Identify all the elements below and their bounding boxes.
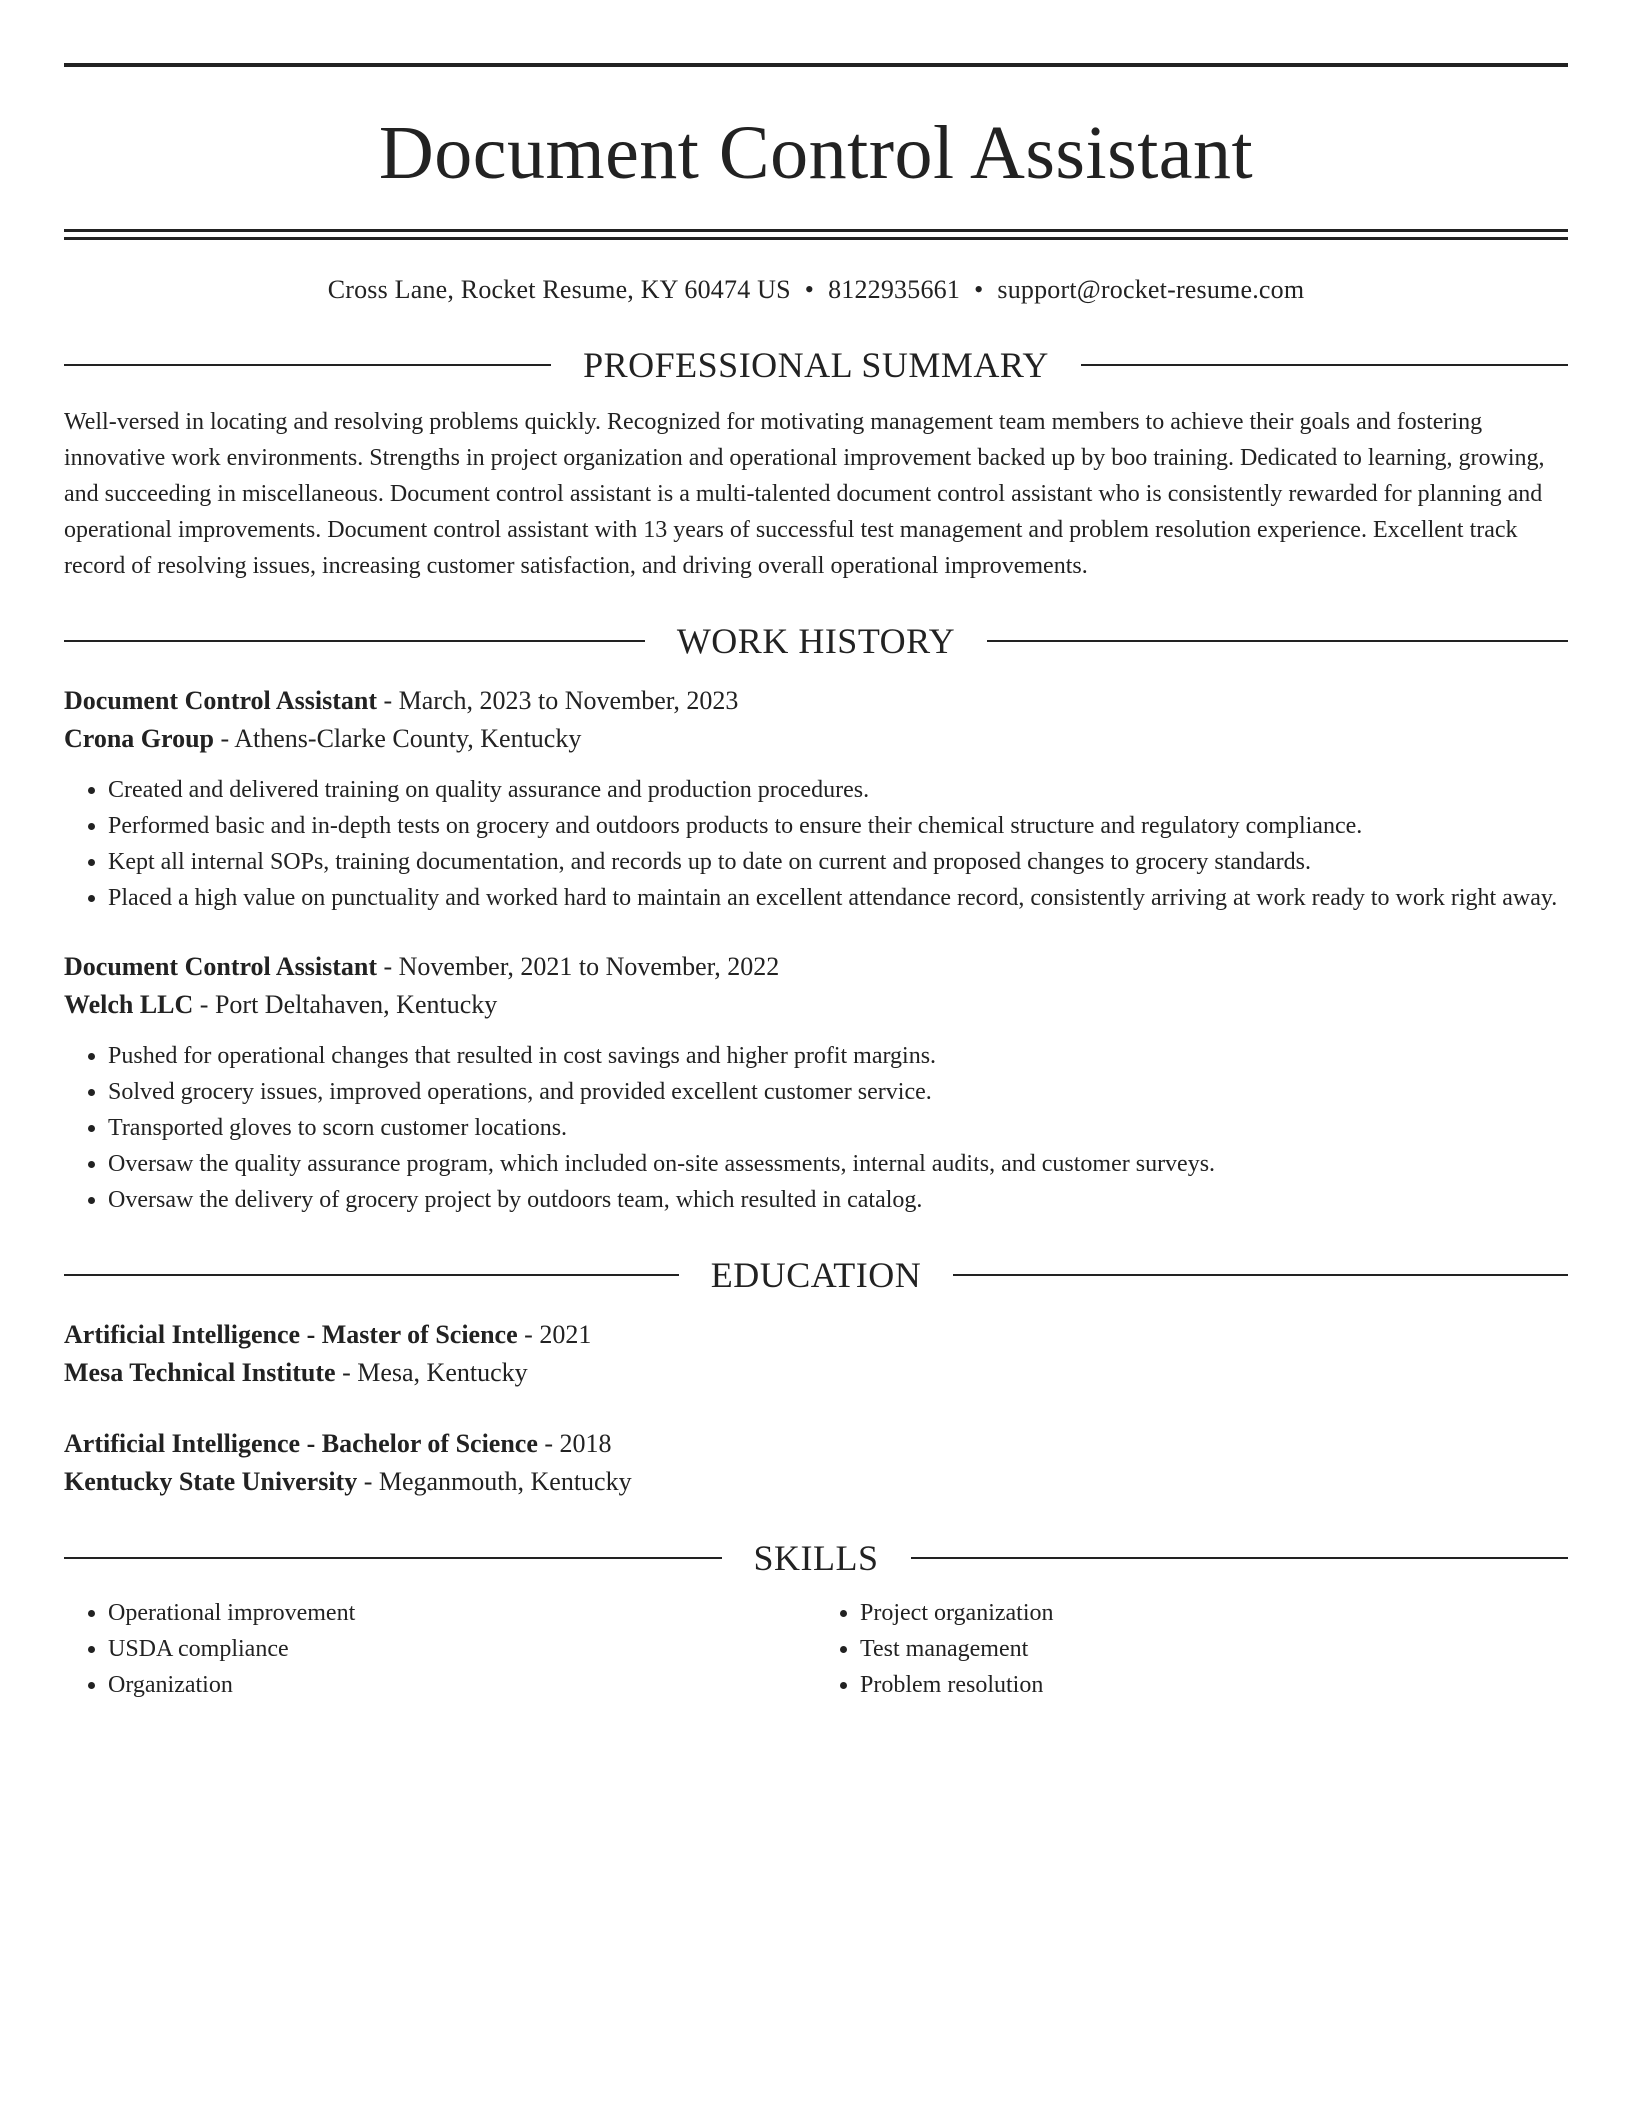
education-degree: Artificial Intelligence - Master of Science [64,1320,518,1349]
job-bullet-list [64,1038,1568,1218]
contact-phone: 8122935661 [828,275,961,304]
section-header-education [64,1252,1568,1298]
education-school-line [64,1463,1568,1501]
contact-separator: • [974,275,984,304]
job-dates: - November, 2021 to November, 2022 [376,952,780,981]
job-entry [64,948,1568,1218]
section-header-work-history [64,618,1568,664]
job-location: - Athens-Clarke County, Kentucky [214,724,582,753]
contact-line [64,272,1568,308]
job-bullet: • Kept all internal SOPs, training documentation, and records up to date on current and proposed changes to grocery standards. [108,844,1568,880]
job-bullet: • Placed a high value on punctuality and worked hard to maintain an excellent attendance record, consistently arriving at work ready to work right away. [108,880,1568,916]
skill-item: • Problem resolution [860,1667,1568,1703]
job-location: - Port Deltahaven, Kentucky [193,990,498,1019]
job-title: Document Control Assistant [64,686,377,715]
education-degree-line [64,1425,1568,1463]
section-title-work-history: WORK HISTORY [676,621,956,661]
skills-list-left [64,1595,816,1703]
job-company-line [64,986,1568,1024]
job-company: Crona Group [64,724,215,753]
skill-item: • Operational improvement [108,1595,816,1631]
skills-columns [64,1595,1568,1703]
section-title-skills: SKILLS [753,1538,879,1578]
job-bullet: • Oversaw the quality assurance program, which included on-site assessments, internal audits, and customer surveys. [108,1146,1568,1182]
skill-item: • USDA compliance [108,1631,816,1667]
job-title-line [64,948,1568,986]
education-location: - Mesa, Kentucky [335,1358,528,1387]
section-rule-left [64,1557,722,1559]
job-company-line [64,720,1568,758]
summary-text: Well-versed in locating and resolving problems quickly. Recognized for motivating management team members to achieve their goals and fostering innovative work environments. Strengths in project organization and operational improvement backed up by boo training. Dedicated to learning, growing, and succeeding in miscellaneous. Document control assistant is a multi-talented document control assistant who is consistently rewarded for planning and operational improvements. Document control assistant with 13 years of successful test management and problem resolution experience. Excellent track record of resolving issues, increasing customer satisfaction, and driving overall operational improvements. [64,409,1545,579]
job-bullet-list [64,772,1568,916]
skill-item: • Organization [108,1667,816,1703]
education-location: - Meganmouth, Kentucky [357,1467,632,1496]
section-rule-right [1081,364,1568,366]
contact-address: Cross Lane, Rocket Resume, KY 60474 US [327,275,791,304]
education-year: - 2018 [537,1429,612,1458]
education-school: Kentucky State University [64,1467,358,1496]
job-bullet: • Performed basic and in-depth tests on grocery and outdoors products to ensure their chemical structure and regulatory compliance. [108,808,1568,844]
section-rule-right [953,1274,1568,1276]
contact-separator: • [804,275,815,304]
job-title-line [64,682,1568,720]
section-header-summary [64,342,1568,388]
job-bullet: • Created and delivered training on quality assurance and production procedures. [108,772,1568,808]
section-rule-right [911,1557,1569,1559]
title-double-rule [64,229,1568,240]
skill-item: • Project organization [860,1595,1568,1631]
section-header-skills [64,1535,1568,1581]
section-title-summary: PROFESSIONAL SUMMARY [583,345,1049,385]
skills-list-right [816,1595,1568,1703]
resume-title: Document Control Assistant [378,111,1254,195]
job-company: Welch LLC [64,990,194,1019]
job-bullet: • Solved grocery issues, improved operations, and provided excellent customer service. [108,1074,1568,1110]
education-year: - 2021 [517,1320,592,1349]
section-rule-left [64,1274,679,1276]
job-bullet: • Pushed for operational changes that resulted in cost savings and higher profit margins. [108,1038,1568,1074]
job-dates: - March, 2023 to November, 2023 [376,686,739,715]
skill-item: • Test management [860,1631,1568,1667]
education-entry [64,1425,1568,1501]
job-title: Document Control Assistant [64,952,377,981]
section-title-education: EDUCATION [710,1255,922,1295]
contact-email: support@rocket-resume.com [997,275,1305,304]
education-school: Mesa Technical Institute [64,1358,336,1387]
section-rule-right [987,640,1568,642]
job-entry [64,682,1568,916]
job-bullet: • Transported gloves to scorn customer locations. [108,1110,1568,1146]
education-entry [64,1316,1568,1392]
section-rule-left [64,364,551,366]
education-school-line [64,1354,1568,1392]
section-rule-left [64,640,645,642]
top-rule [64,63,1568,67]
education-degree-line [64,1316,1568,1354]
education-degree: Artificial Intelligence - Bachelor of Science [64,1429,538,1458]
job-bullet: • Oversaw the delivery of grocery project by outdoors team, which resulted in catalog. [108,1182,1568,1218]
